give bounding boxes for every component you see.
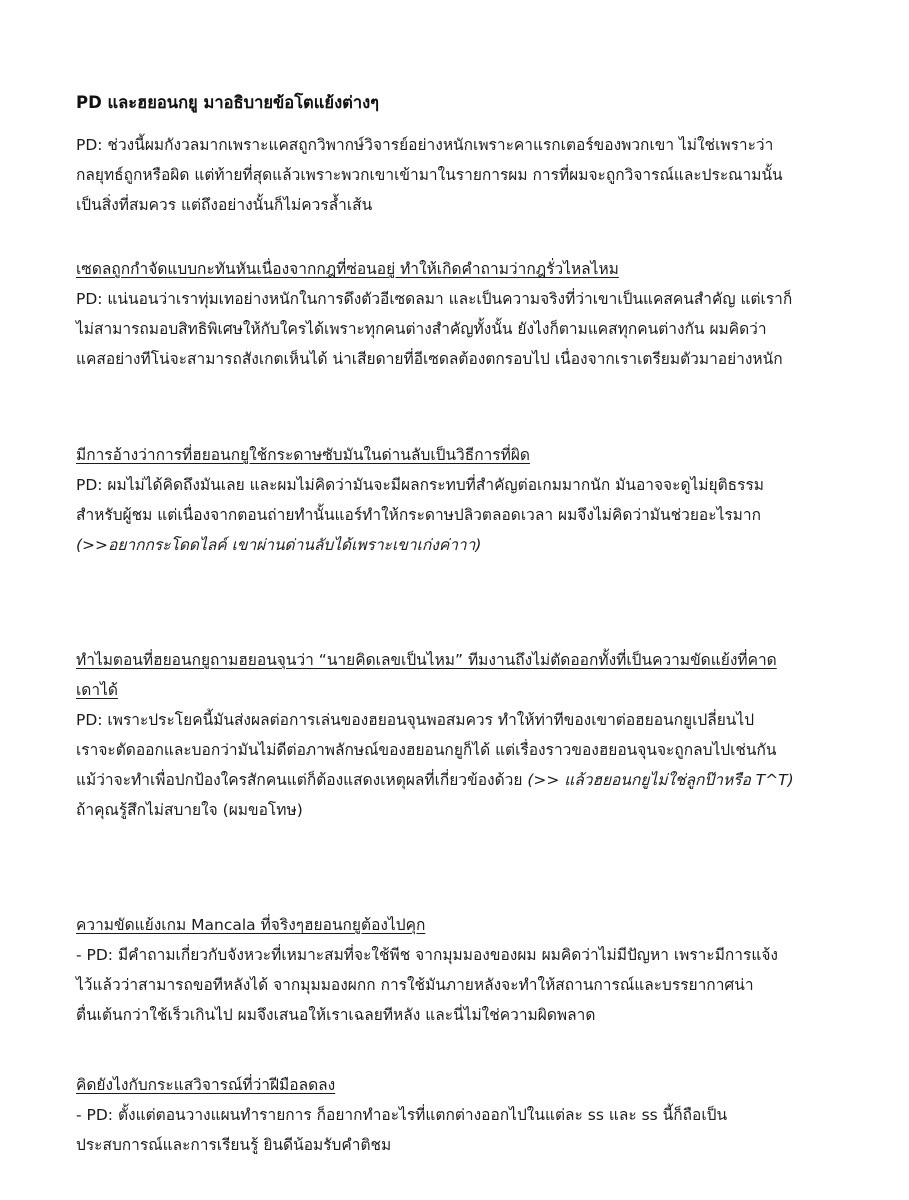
- section-question: คิดยังไงกับกระแสวิจารณ์ที่ว่าฝีมือลดลง: [76, 1076, 336, 1094]
- intro-paragraph: [76, 130, 836, 220]
- section-question: ความขัดแย้งเกม Mancala ที่จริงๆฮยอนกยูต้องไปคุก: [76, 916, 426, 934]
- answer-line: เราจะตัดออกและบอกว่ามันไม่ดีต่อภาพลักษณ์ของฮยอนกยูก็ได้ แต่เรื่องราวของฮยอนจุนจะถูกลบไปเช่นกัน: [76, 741, 777, 759]
- intro-line: กลยุทธ์ถูกหรือผิด แต่ท้ายที่สุดแล้วเพราะพวกเขาเข้ามาในรายการผม การที่ผมจะถูกวิจารณ์และประณามนั้น: [76, 166, 783, 184]
- answer-line: สำหรับผู้ชม แต่เนื่องจากตอนถ่ายทำนั้นแอร์ทำให้กระดาษปลิวตลอดเวลา ผมจึงไม่คิดว่ามันช่วยอะไรมาก: [76, 506, 761, 524]
- section-question: มีการอ้างว่าการที่ฮยอนกยูใช้กระดาษซับมันในด่านลับเป็นวิธีการที่ผิด: [76, 446, 530, 464]
- answer-line: ประสบการณ์และการเรียนรู้ ยินดีน้อมรับคำติชม: [76, 1136, 392, 1154]
- section-math-question: [76, 645, 836, 825]
- section-mancala: [76, 910, 836, 1030]
- intro-line: PD: ช่วงนี้ผมกังวลมากเพราะแคสถูกวิพากษ์วิจารย์อย่างหนักเพราะคาแรกเตอร์ของพวกเขา ไม่ใช่เพราะว่า: [76, 136, 774, 154]
- section-blotting-paper: [76, 440, 836, 560]
- answer-line: - PD: มีคำถามเกี่ยวกับจังหวะที่เหมาะสมที่จะใช้พีช จากมุมมองของผม ผมคิดว่าไม่มีปัญหา เพราะมีการแจ้ง: [76, 946, 778, 964]
- fan-note: (>> แล้วฮยอนกยูไม่ใช่ลูกป๊าหรือ T^T): [527, 771, 794, 789]
- answer-line: PD: แน่นอนว่าเราทุ่มเทอย่างหนักในการดึงตัวอีเซดลมา และเป็นความจริงที่ว่าเขาเป็นแคสคนสำคัญ แต่เราก็: [76, 290, 793, 308]
- answer-line: ตื่นเต้นกว่าใช้เร็วเกินไป ผมจึงเสนอให้เราเฉลยทีหลัง และนี่ไม่ใช่ความผิดพลาด: [76, 1006, 596, 1024]
- document-heading: PD และฮยอนกยู มาอธิบายข้อโตแย้งต่างๆ: [76, 93, 380, 112]
- section-question: เดาได้: [76, 681, 118, 699]
- answer-line: PD: ผมไม่ได้คิดถึงมันเลย และผมไม่คิดว่ามันจะมีผลกระทบที่สำคัญต่อเกมมากนัก มันอาจจะดูไม่ยุติธรรม: [76, 476, 765, 494]
- answer-line: ไว้แล้วว่าสามารถขอทีหลังได้ จากมุมมองผกก การใช้มันภายหลังจะทำให้สถานการณ์และบรรยากาศน่า: [76, 976, 754, 994]
- section-skill-criticism: [76, 1070, 836, 1160]
- answer-line: แคสอย่างทีโน่จะสามารถสังเกตเห็นได้ น่าเสียดายที่อีเซดลต้องตกรอบไป เนื่องจากเราเตรียมตัวมาอย่างหนัก: [76, 350, 783, 368]
- answer-line: ไม่สามารถมอบสิทธิพิเศษให้กับใครได้เพราะทุกคนต่างสำคัญทั้งนั้น ยังไงก็ตามแคสทุกคนต่างกัน ผมคิดว่า: [76, 320, 767, 338]
- intro-line: เป็นสิ่งที่สมควร แต่ถึงอย่างนั้นก็ไม่ควรล้ำเส้น: [76, 196, 373, 214]
- section-question: ทำไมตอนที่ฮยอนกยูถามฮยอนจุนว่า “นายคิดเลขเป็นไหม” ทีมงานถึงไม่ตัดออกทั้งที่เป็นความขัดแย้งที่คาด: [76, 651, 777, 669]
- answer-line: PD: เพราะประโยคนี้มันส่งผลต่อการเล่นของฮยอนจุนพอสมควร ทำให้ท่าทีของเขาต่อฮยอนกยูเปลี่ยนไป: [76, 711, 755, 729]
- answer-line: [76, 765, 836, 795]
- section-question: เซดลถูกกำจัดแบบกะทันหันเนื่องจากกฎที่ซ่อนอยู่ ทำให้เกิดคำถามว่ากฎรั่วไหลไหม: [76, 260, 619, 278]
- answer-text: แม้ว่าจะทำเพื่อปกป้องใครสักคนแต่ก็ต้องแสดงเหตุผลที่เกี่ยวข้องด้วย: [76, 771, 523, 789]
- answer-line: - PD: ตั้งแต่ตอนวางแผนทำรายการ ก็อยากทำอะไรที่แตกต่างออกไปในแต่ละ ss และ ss นี้ก็ถือเป็น: [76, 1106, 728, 1124]
- fan-note: (>>อยากกระโดดไลค์ เขาผ่านด่านลับได้เพราะเขาเก่งค่าาา): [76, 536, 482, 554]
- answer-line: ถ้าคุณรู้สึกไม่สบายใจ (ผมขอโทษ): [76, 801, 303, 819]
- section-sedl-elimination: [76, 254, 836, 374]
